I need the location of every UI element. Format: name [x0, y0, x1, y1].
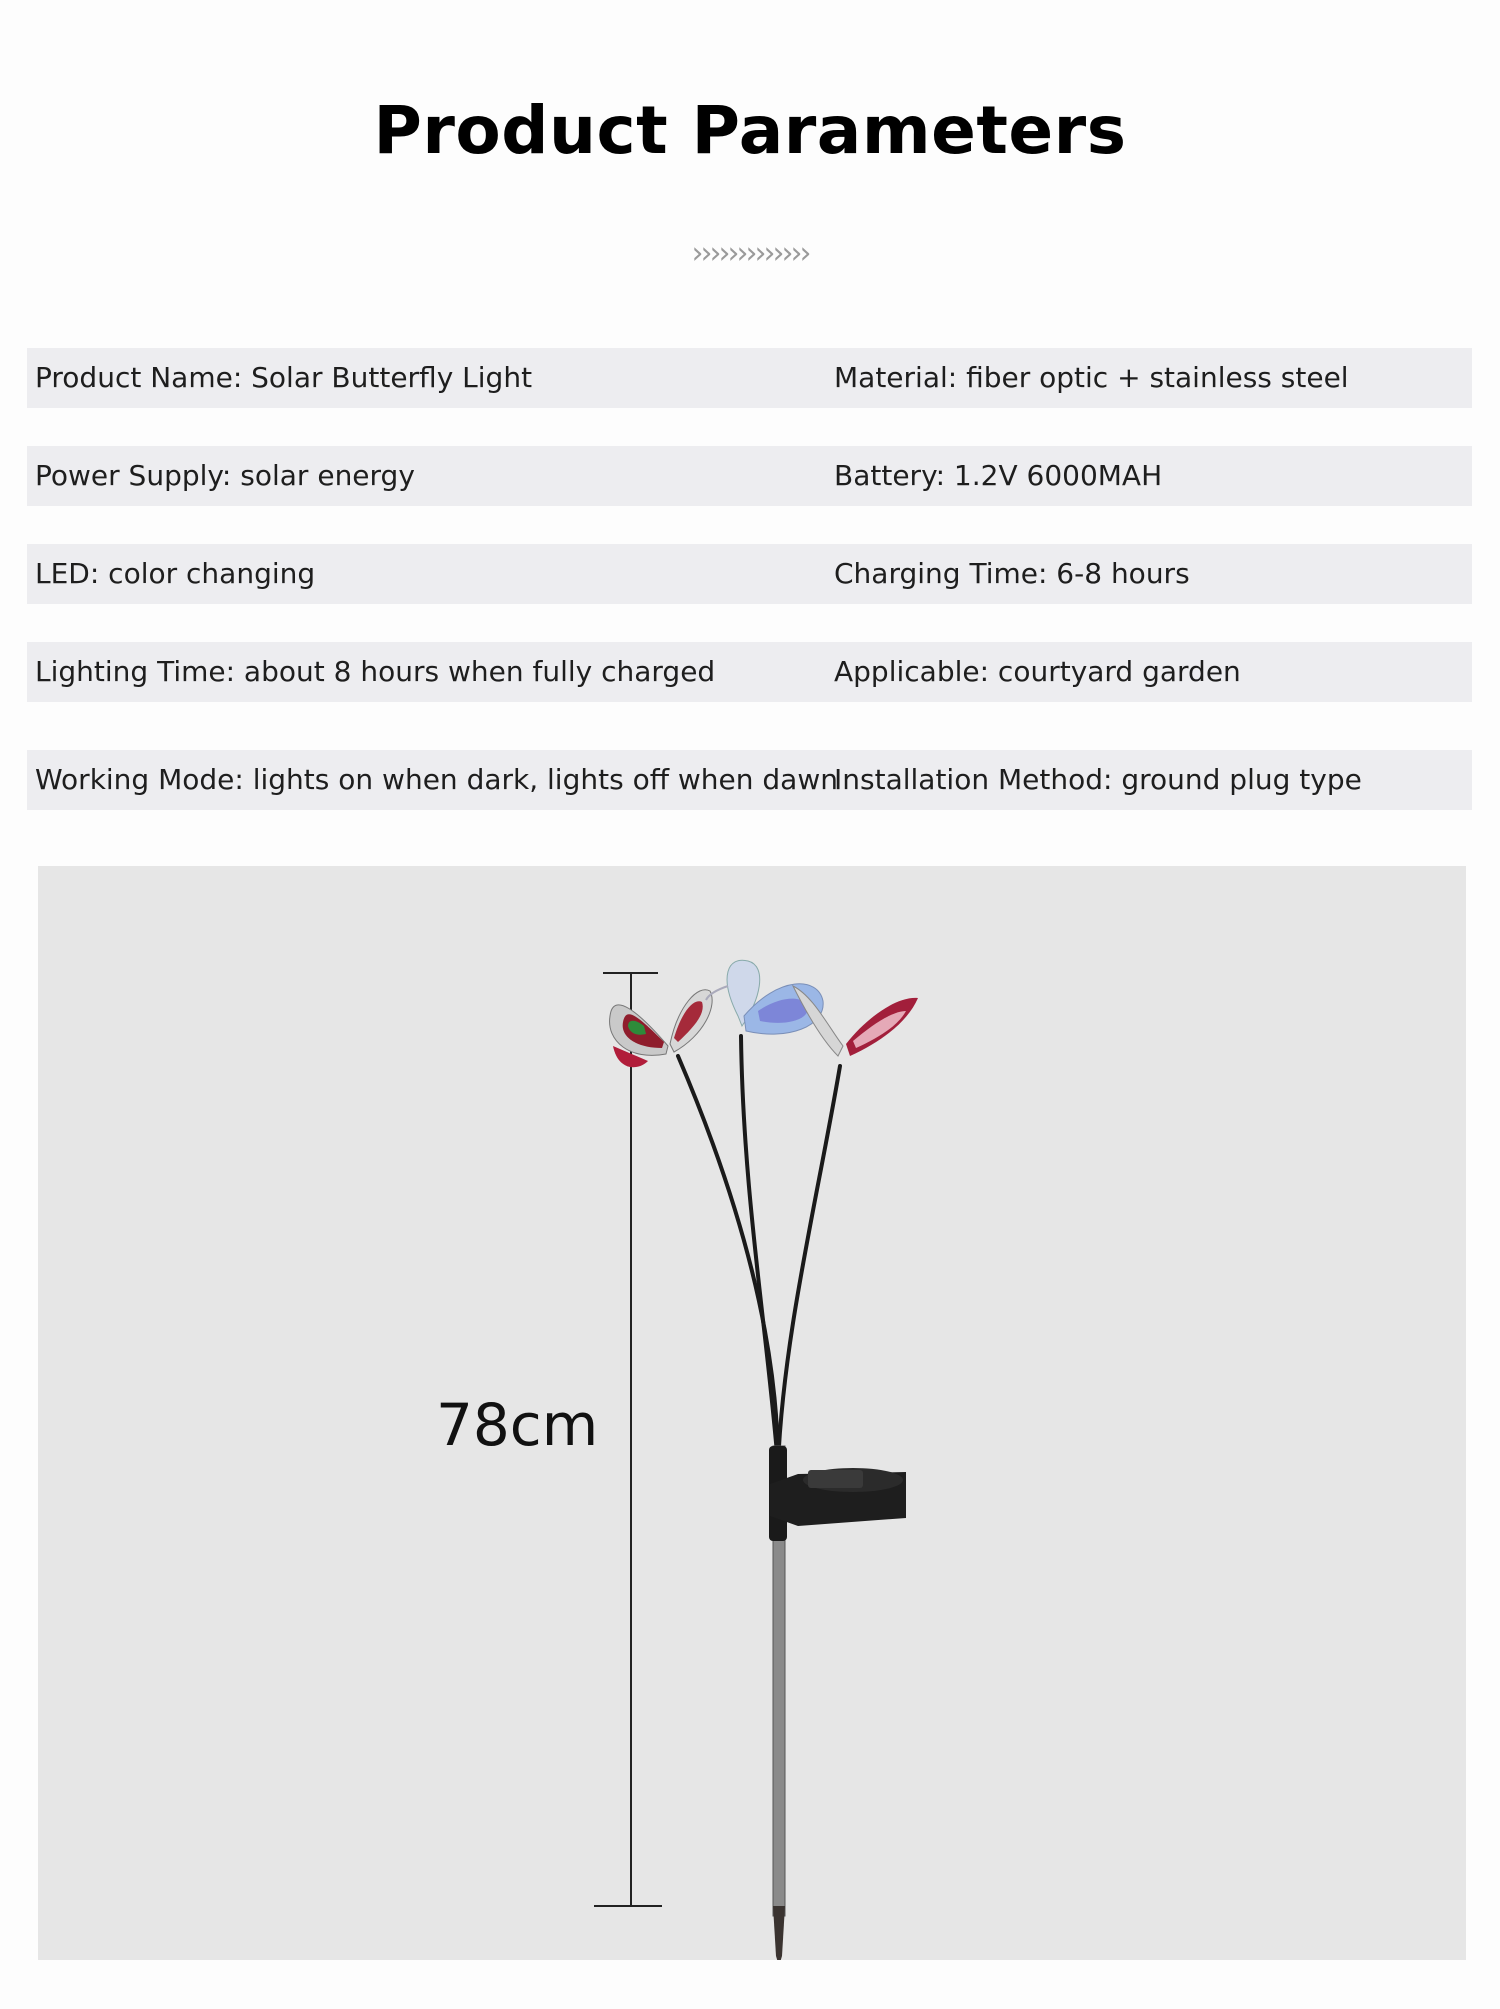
height-label: 78cm: [436, 1391, 599, 1459]
solar-panel: [770, 1468, 906, 1526]
param-row: [27, 642, 1472, 702]
ground-spike: [773, 1906, 785, 1960]
param-row: [27, 750, 1472, 810]
param-product-name: Product Name: Solar Butterfly Light: [35, 361, 533, 394]
param-charging-time: Charging Time: 6-8 hours: [834, 557, 1190, 590]
stems: [678, 1036, 840, 1466]
param-working-mode: Working Mode: lights on when dark, lights off when dawn: [35, 763, 838, 796]
param-battery: Battery: 1.2V 6000MAH: [834, 459, 1163, 492]
butterfly-red: [610, 990, 713, 1068]
param-row: [27, 446, 1472, 506]
param-installation-method: Installation Method: ground plug type: [834, 763, 1362, 796]
param-material: Material: fiber optic + stainless steel: [834, 361, 1349, 394]
param-power-supply: Power Supply: solar energy: [35, 459, 415, 492]
param-row: [27, 348, 1472, 408]
chevron-divider: ›››››››››››››: [691, 236, 809, 271]
param-row: [27, 544, 1472, 604]
param-applicable: Applicable: courtyard garden: [834, 655, 1241, 688]
product-photo: [38, 866, 1466, 1960]
param-led: LED: color changing: [35, 557, 316, 590]
height-dimension-line: [594, 973, 662, 1906]
page-title: Product Parameters: [373, 92, 1127, 169]
solar-butterfly-light-illustration: [38, 866, 1466, 1960]
param-lighting-time: Lighting Time: about 8 hours when fully charged: [35, 655, 716, 688]
